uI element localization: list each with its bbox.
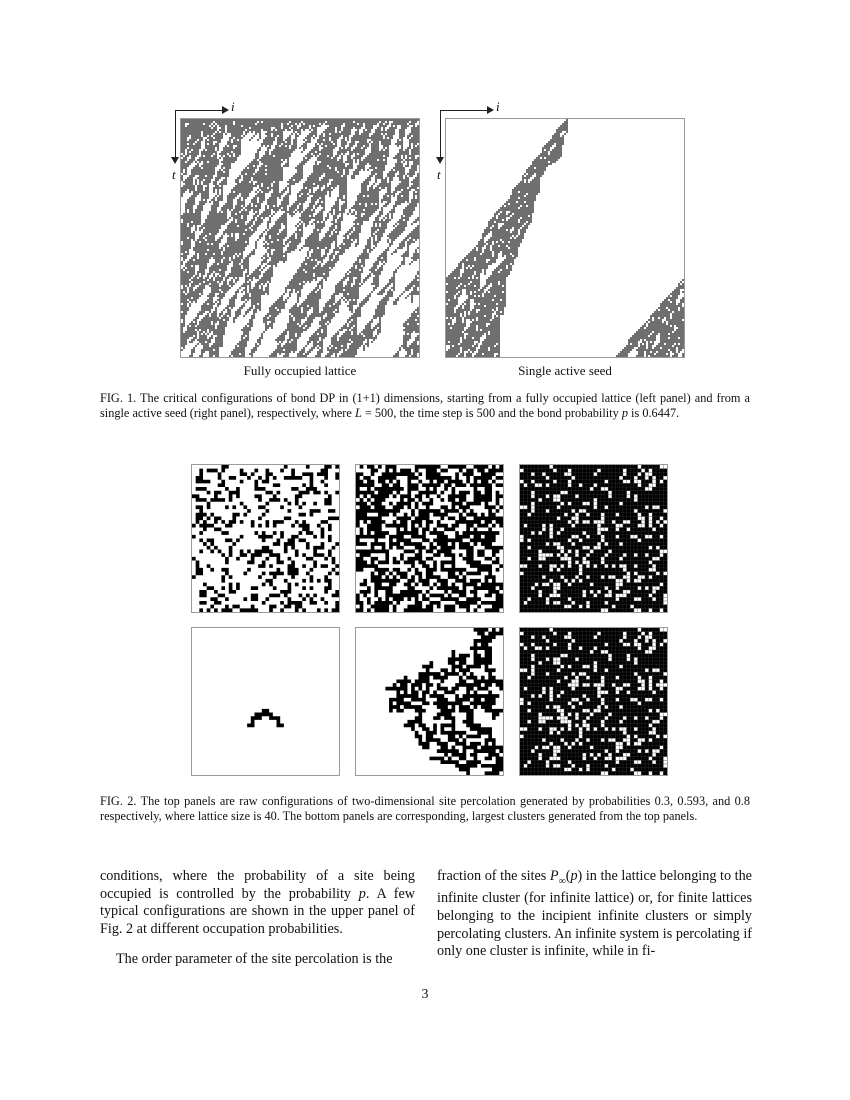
site-config-p0593: [355, 464, 504, 613]
paragraph: conditions, where the probability of a site being occupied is controlled by the probability p. A few typical configurations are shown in the upper panel of Fig. 2 at different occupation probabilities.: [100, 868, 415, 937]
dp-active-sites: [181, 119, 419, 357]
axis-t-label: t: [437, 167, 441, 182]
figure-2-caption: FIG. 2. The top panels are raw configurations of two-dimensional site percolation generated by probabilities 0.3, 0.593, and 0.8 respectively, where lattice size is 40. The bottom panels are corresponding, largest clusters generated from the top panels.: [100, 794, 750, 824]
paragraph: The order parameter of the site percolation is the: [116, 951, 393, 968]
arrowhead-down-icon: [171, 157, 179, 164]
site-grid: [520, 465, 667, 612]
arrowhead-right-icon: [487, 106, 494, 114]
t-axis-arrow: [175, 110, 176, 162]
site-grid: [356, 465, 503, 612]
occupied-sites: [192, 465, 339, 612]
left-column: [100, 868, 415, 969]
right-column: [437, 868, 752, 961]
site-grid: [192, 465, 339, 612]
dp-panel-fully-occupied: [180, 118, 420, 358]
site-config-p03: [191, 464, 340, 613]
axis-i-label: i: [496, 99, 500, 114]
largest-cluster-p0593: [355, 627, 504, 776]
cluster-grid: [520, 628, 667, 775]
cluster-grid: [356, 628, 503, 775]
dp-configuration-right: [446, 119, 684, 357]
largest-cluster-p08: [519, 627, 668, 776]
axis-i-label: i: [231, 99, 235, 114]
figure-1-caption: FIG. 1. The critical configurations of bond DP in (1+1) dimensions, starting from a fully occupied lattice (left panel) and from a single active seed (right panel), respectively, where L = 500, the time step is 500 and the bond probability p is 0.6447.: [100, 391, 750, 421]
i-axis-arrow: [175, 110, 227, 111]
occupied-sites: [247, 709, 284, 727]
occupied-sites: [356, 465, 503, 612]
axis-t-label: t: [172, 167, 176, 182]
largest-cluster-p03: [191, 627, 340, 776]
occupied-sites: [385, 628, 503, 775]
page-number: 3: [421, 987, 429, 1002]
grid-lines: [520, 465, 667, 612]
dp-panel-single-seed: [445, 118, 685, 358]
arrowhead-right-icon: [222, 106, 229, 114]
site-config-p08: [519, 464, 668, 613]
arrowhead-down-icon: [436, 157, 444, 164]
left-panel-caption: Fully occupied lattice: [243, 363, 357, 378]
dp-active-sites: [446, 119, 684, 357]
i-axis-arrow: [440, 110, 492, 111]
right-panel-caption: Single active seed: [518, 363, 612, 378]
t-axis-arrow: [440, 110, 441, 162]
cluster-grid: [192, 628, 339, 775]
grid-lines: [520, 628, 667, 775]
paragraph: fraction of the sites $P_\infty(p)$ in the lattice belonging to the infinite cluster (for infinite lattice) or, for finite lattices belonging to the incipient infinite clusters or simply percolating clusters. An infinite system is percolating if only one cluster is infinite, while in fi-: [437, 868, 752, 960]
dp-configuration-left: [181, 119, 419, 357]
